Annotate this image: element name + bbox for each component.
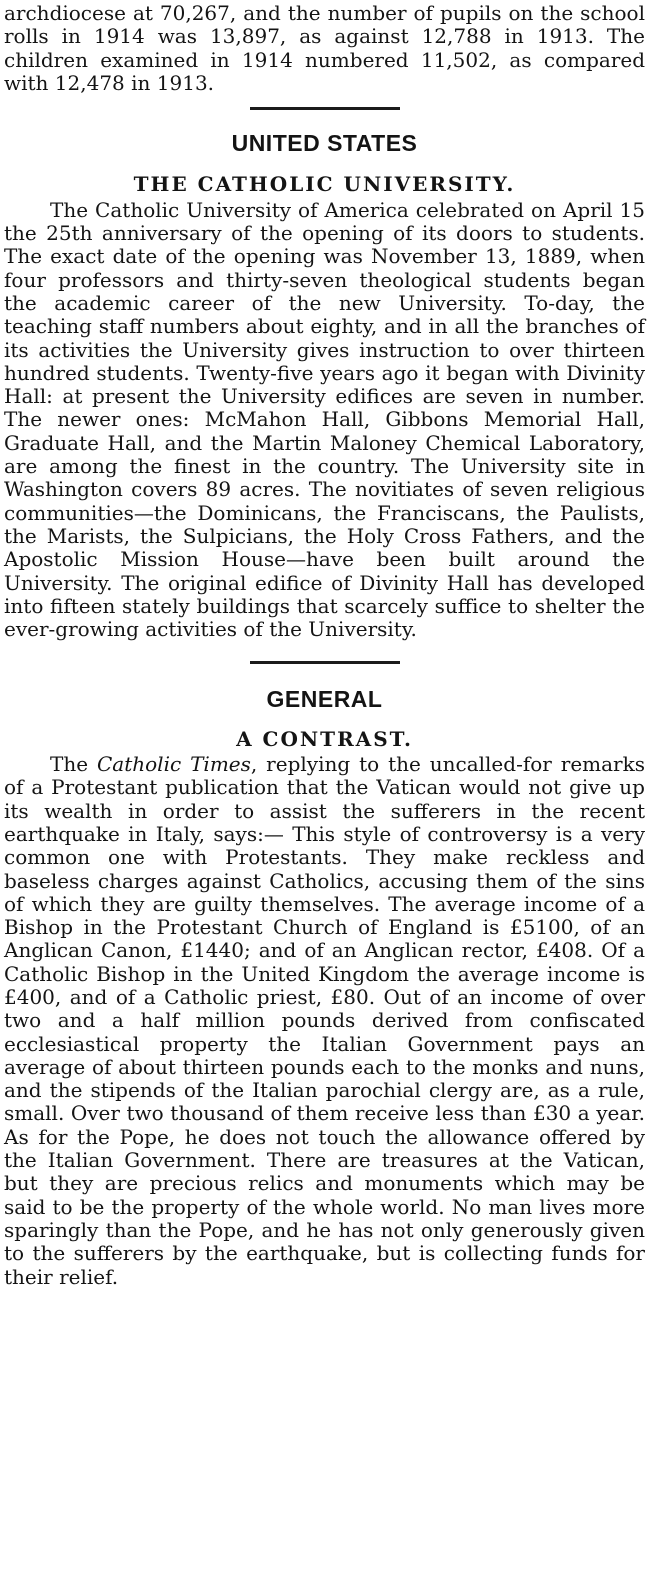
publication-name: Catholic Times	[96, 752, 251, 777]
section-divider	[250, 661, 400, 664]
article-title-catholic-university: THE CATHOLIC UNIVERSITY.	[133, 172, 516, 197]
intro-paragraph: archdiocese at 70,267, and the number of pupils on the school rolls in 1914 was 13,897, as against 12,788 in 1913. The children examined in 1914 numbered 11,502, as compared with 12,478 in 1913.	[4, 1, 645, 95]
body-rest-text: , replying to the uncalled-for remarks of a Protestant publication that the Vatican would not give up its wealth in order to assist the sufferers in the recent earthquake in Italy, says:— This style of controversy is a very common one with Protestants. They make reckless and baseless charges against Catholics, accusing them of the sins of which they are guilty themselves. The average income of a Bishop in the Protestant Church of England is £5100, of an Anglican Canon, £1440; and of an Anglican rector, £408. Of a Catholic Bishop in the United Kingdom the average income is £400, and of a Catholic priest, £80. Out of an income of over two and a half million pounds derived from confiscated ecclesiastical property the Italian Government pays an average of about thirteen pounds each to the monks and nuns, and the stipends of the Italian parochial clergy are, as a rule, small. Over two thousand of them receive less than £30 a year. As for the Pope, he does not touch the allowance offered by the Italian Government. There are treasures at the Vatican, but they are precious relics and monuments which may be said to be the property of the whole world. No man lives more sparingly than the Pope, and he has not only generously given to the sufferers by the earthquake, but is collecting funds for their relief.	[4, 752, 645, 1289]
section-heading-general: GENERAL	[266, 686, 383, 713]
article-title-a-contrast: A CONTRAST.	[236, 726, 413, 751]
section-heading-united-states: UNITED STATES	[231, 130, 418, 157]
article-body-a-contrast	[4, 753, 645, 1289]
section-divider	[250, 107, 400, 110]
body-lead-text: The	[50, 752, 97, 777]
article-body-catholic-university: The Catholic University of America celebrated on April 15 the 25th anniversary of the opening of its doors to students. The exact date of the opening was November 13, 1889, when four professors and thirty-seven theological students began the academic career of the new University. To-day, the teaching staff numbers about eighty, and in all the branches of its activities the University gives instruction to over thirteen hundred students. Twenty-five years ago it began with Divinity Hall: at present the University edifices are seven in number. The newer ones: McMahon Hall, Gibbons Memorial Hall, Graduate Hall, and the Martin Maloney Chemical Laboratory, are among the finest in the country. The University site in Washington covers 89 acres. The novitiates of seven religious communities—the Dominicans, the Franciscans, the Paulists, the Marists, the Sulpicians, the Holy Cross Fathers, and the Apostolic Mission House—have been built around the University. The original edifice of Divinity Hall has developed into fifteen stately buildings that scarcely suffice to shelter the ever-growing activities of the University.	[4, 197, 645, 642]
document-page	[0, 2, 651, 1581]
